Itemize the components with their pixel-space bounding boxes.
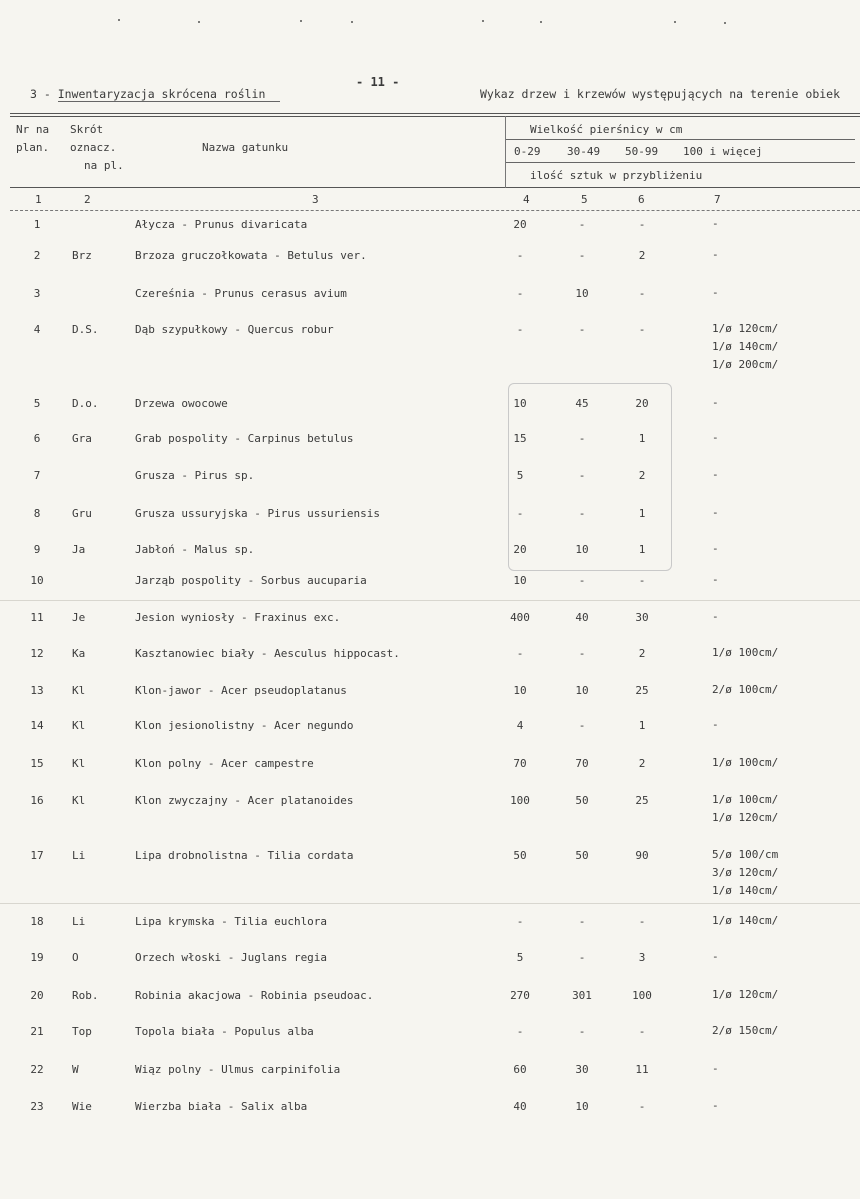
row-number: 11	[30, 611, 44, 624]
row-large-trees: 1/ø 140cm/	[712, 884, 779, 897]
row-large-trees: -	[712, 1062, 719, 1075]
row-abbreviation: Ja	[72, 543, 86, 556]
row-abbreviation: O	[72, 951, 79, 964]
row-large-trees: -	[712, 1099, 719, 1112]
row-abbreviation: D.S.	[72, 323, 99, 336]
header-abbr-line2: oznacz.	[70, 141, 117, 154]
row-species-name: Ałycza - Prunus divaricata	[135, 218, 308, 231]
row-number: 20	[30, 989, 44, 1002]
row-number: 14	[30, 719, 44, 732]
row-count-0-29: 4	[516, 719, 524, 732]
row-count-50-99: -	[638, 915, 646, 928]
row-number: 15	[30, 757, 44, 770]
column-number-1: 1	[35, 193, 42, 206]
scan-dot	[482, 20, 484, 22]
row-large-trees: 1/ø 100cm/	[712, 793, 779, 806]
row-large-trees: 5/ø 100/cm	[712, 848, 779, 861]
header-range-4: 100 i więcej	[683, 145, 763, 158]
row-species-name: Klon-jawor - Acer pseudoplatanus	[135, 684, 347, 697]
row-count-0-29: 5	[516, 951, 524, 964]
row-species-name: Grusza ussuryjska - Pirus ussuriensis	[135, 507, 381, 520]
row-count-30-49: -	[578, 469, 586, 482]
row-count-50-99: 25	[635, 684, 649, 697]
header-nr-line2: plan.	[16, 141, 50, 154]
row-species-name: Drzewa owocowe	[135, 397, 228, 410]
row-number: 5	[33, 397, 41, 410]
row-large-trees: 2/ø 100cm/	[712, 683, 779, 696]
row-count-0-29: 10	[513, 397, 527, 410]
row-number: 1	[33, 218, 41, 231]
row-count-0-29: 40	[513, 1100, 527, 1113]
scan-dot	[118, 19, 120, 21]
paper-fold-line	[0, 903, 860, 904]
right-title: Wykaz drzew i krzewów występujących na terenie obiek	[480, 87, 841, 101]
row-large-trees: 1/ø 140cm/	[712, 914, 779, 927]
row-count-50-99: 1	[638, 507, 646, 520]
scan-dot	[674, 21, 676, 23]
header-trunk-size: Wielkość pierśnicy w cm	[530, 123, 683, 136]
row-count-0-29: 100	[510, 794, 530, 807]
row-species-name: Orzech włoski - Juglans regia	[135, 951, 328, 964]
row-species-name: Lipa drobnolistna - Tilia cordata	[135, 849, 354, 862]
row-large-trees: -	[712, 506, 719, 519]
row-abbreviation: D.o.	[72, 397, 99, 410]
header-nr-line1: Nr na	[16, 123, 50, 136]
column-number-5: 5	[581, 193, 588, 206]
row-count-30-49: 50	[575, 794, 589, 807]
row-count-0-29: 10	[513, 684, 527, 697]
row-count-50-99: -	[638, 287, 646, 300]
row-abbreviation: Li	[72, 849, 86, 862]
header-abbr-line1: Skrót	[70, 123, 104, 136]
row-count-0-29: 50	[513, 849, 527, 862]
row-species-name: Jabłoń - Malus sp.	[135, 543, 255, 556]
row-species-name: Jarząb pospolity - Sorbus aucuparia	[135, 574, 367, 587]
row-count-30-49: 10	[575, 1100, 589, 1113]
row-large-trees: -	[712, 542, 719, 555]
row-count-30-49: 10	[575, 287, 589, 300]
row-count-30-49: 50	[575, 849, 589, 862]
row-count-0-29: 20	[513, 543, 527, 556]
row-count-0-29: 15	[513, 432, 527, 445]
row-count-50-99: -	[638, 574, 646, 587]
row-count-30-49: 10	[575, 684, 589, 697]
row-count-50-99: 20	[635, 397, 649, 410]
row-number: 17	[30, 849, 44, 862]
row-large-trees: -	[712, 248, 719, 261]
row-large-trees: 3/ø 120cm/	[712, 866, 779, 879]
row-abbreviation: Brz	[72, 249, 92, 262]
row-species-name: Robinia akacjowa - Robinia pseudoac.	[135, 989, 374, 1002]
row-number: 18	[30, 915, 44, 928]
row-count-50-99: 25	[635, 794, 649, 807]
row-number: 22	[30, 1063, 44, 1076]
table-top-border	[10, 113, 860, 114]
row-species-name: Lipa krymska - Tilia euchlora	[135, 915, 328, 928]
row-large-trees: -	[712, 950, 719, 963]
header-range-1: 0-29	[514, 145, 541, 158]
row-number: 9	[33, 543, 41, 556]
row-number: 6	[33, 432, 41, 445]
page-number: - 11 -	[356, 75, 400, 89]
row-count-50-99: -	[638, 1025, 646, 1038]
row-count-30-49: 10	[575, 543, 589, 556]
row-species-name: Brzoza gruczołkowata - Betulus ver.	[135, 249, 367, 262]
row-species-name: Czereśnia - Prunus cerasus avium	[135, 287, 347, 300]
row-abbreviation: Gru	[72, 507, 92, 520]
row-abbreviation: Kl	[72, 684, 86, 697]
row-count-50-99: 3	[638, 951, 646, 964]
row-count-0-29: -	[516, 915, 524, 928]
row-abbreviation: Kl	[72, 794, 86, 807]
row-count-30-49: -	[578, 249, 586, 262]
row-count-50-99: 1	[638, 543, 646, 556]
row-species-name: Klon jesionolistny - Acer negundo	[135, 719, 354, 732]
row-count-0-29: 70	[513, 757, 527, 770]
row-count-30-49: -	[578, 719, 586, 732]
column-number-4: 4	[523, 193, 530, 206]
row-abbreviation: Kl	[72, 719, 86, 732]
row-large-trees: -	[712, 431, 719, 444]
header-abbr-line3: na pl.	[84, 159, 124, 172]
scan-dot	[300, 20, 302, 22]
row-count-50-99: 11	[635, 1063, 649, 1076]
row-count-30-49: -	[578, 323, 586, 336]
row-large-trees: 2/ø 150cm/	[712, 1024, 779, 1037]
ranges-divider	[505, 162, 855, 163]
row-large-trees: -	[712, 396, 719, 409]
row-number: 2	[33, 249, 41, 262]
row-count-30-49: -	[578, 1025, 586, 1038]
row-large-trees: 1/ø 120cm/	[712, 988, 779, 1001]
paper-fold-line	[0, 600, 860, 601]
row-count-0-29: 20	[513, 218, 527, 231]
scan-dot	[724, 22, 726, 24]
row-count-0-29: -	[516, 249, 524, 262]
row-count-50-99: 1	[638, 719, 646, 732]
row-large-trees: -	[712, 286, 719, 299]
row-count-0-29: -	[516, 323, 524, 336]
row-count-0-29: 10	[513, 574, 527, 587]
row-count-30-49: 30	[575, 1063, 589, 1076]
row-count-50-99: 2	[638, 249, 646, 262]
row-large-trees: 1/ø 100cm/	[712, 756, 779, 769]
row-species-name: Wiąz polny - Ulmus carpinifolia	[135, 1063, 341, 1076]
row-count-0-29: 5	[516, 469, 524, 482]
row-count-50-99: -	[638, 323, 646, 336]
scan-dot	[540, 21, 542, 23]
row-large-trees: -	[712, 718, 719, 731]
header-range-3: 50-99	[625, 145, 659, 158]
row-number: 10	[30, 574, 44, 587]
column-number-7: 7	[714, 193, 721, 206]
row-species-name: Jesion wyniosły - Fraxinus exc.	[135, 611, 341, 624]
row-large-trees: -	[712, 610, 719, 623]
row-count-0-29: 60	[513, 1063, 527, 1076]
row-large-trees: -	[712, 217, 719, 230]
row-count-30-49: -	[578, 647, 586, 660]
row-abbreviation: Top	[72, 1025, 92, 1038]
row-count-30-49: -	[578, 915, 586, 928]
row-count-0-29: 270	[510, 989, 530, 1002]
row-count-30-49: -	[578, 951, 586, 964]
row-species-name: Wierzba biała - Salix alba	[135, 1100, 308, 1113]
row-abbreviation: W	[72, 1063, 79, 1076]
row-count-0-29: 400	[510, 611, 530, 624]
row-count-30-49: 45	[575, 397, 589, 410]
row-count-50-99: -	[638, 1100, 646, 1113]
row-abbreviation: Kl	[72, 757, 86, 770]
row-count-50-99: 90	[635, 849, 649, 862]
row-number: 19	[30, 951, 44, 964]
row-count-30-49: -	[578, 507, 586, 520]
scan-dot	[198, 21, 200, 23]
row-count-50-99: -	[638, 218, 646, 231]
column-numbers-divider	[10, 210, 860, 211]
row-count-50-99: 2	[638, 647, 646, 660]
row-count-50-99: 2	[638, 757, 646, 770]
row-large-trees: 1/ø 100cm/	[712, 646, 779, 659]
row-number: 21	[30, 1025, 44, 1038]
section-title-underline	[58, 101, 280, 102]
size-column-divider	[505, 116, 506, 188]
row-count-30-49: 40	[575, 611, 589, 624]
section-title: 3 - Inwentaryzacja skrócena roślin	[30, 87, 266, 101]
row-large-trees: 1/ø 140cm/	[712, 340, 779, 353]
table-top-border-2	[10, 116, 860, 117]
row-count-30-49: 70	[575, 757, 589, 770]
header-range-2: 30-49	[567, 145, 601, 158]
row-count-30-49: -	[578, 574, 586, 587]
column-number-3: 3	[312, 193, 319, 206]
row-number: 7	[33, 469, 41, 482]
row-number: 23	[30, 1100, 44, 1113]
size-header-divider	[505, 139, 855, 140]
row-species-name: Grusza - Pirus sp.	[135, 469, 255, 482]
row-count-50-99: 100	[632, 989, 652, 1002]
header-bottom-border	[10, 187, 860, 188]
row-large-trees: 1/ø 120cm/	[712, 811, 779, 824]
row-large-trees: 1/ø 200cm/	[712, 358, 779, 371]
column-number-6: 6	[638, 193, 645, 206]
row-large-trees: -	[712, 468, 719, 481]
header-species-name: Nazwa gatunku	[202, 141, 289, 154]
row-abbreviation: Gra	[72, 432, 92, 445]
row-number: 12	[30, 647, 44, 660]
row-count-0-29: -	[516, 287, 524, 300]
row-species-name: Klon zwyczajny - Acer platanoides	[135, 794, 354, 807]
row-abbreviation: Rob.	[72, 989, 99, 1002]
row-abbreviation: Wie	[72, 1100, 92, 1113]
row-abbreviation: Ka	[72, 647, 86, 660]
row-count-30-49: -	[578, 218, 586, 231]
row-species-name: Klon polny - Acer campestre	[135, 757, 314, 770]
row-species-name: Grab pospolity - Carpinus betulus	[135, 432, 354, 445]
row-number: 4	[33, 323, 41, 336]
row-count-50-99: 2	[638, 469, 646, 482]
row-large-trees: 1/ø 120cm/	[712, 322, 779, 335]
row-species-name: Dąb szypułkowy - Quercus robur	[135, 323, 334, 336]
row-number: 13	[30, 684, 44, 697]
row-large-trees: -	[712, 573, 719, 586]
row-abbreviation: Je	[72, 611, 86, 624]
row-number: 3	[33, 287, 41, 300]
column-number-2: 2	[84, 193, 91, 206]
row-abbreviation: Li	[72, 915, 86, 928]
scan-dot	[351, 21, 353, 23]
row-count-50-99: 1	[638, 432, 646, 445]
header-quantity: ilość sztuk w przybliżeniu	[530, 169, 703, 182]
row-species-name: Topola biała - Populus alba	[135, 1025, 314, 1038]
row-count-30-49: -	[578, 432, 586, 445]
row-number: 8	[33, 507, 41, 520]
row-number: 16	[30, 794, 44, 807]
row-count-0-29: -	[516, 647, 524, 660]
row-count-30-49: 301	[572, 989, 592, 1002]
row-count-50-99: 30	[635, 611, 649, 624]
row-count-0-29: -	[516, 1025, 524, 1038]
row-count-0-29: -	[516, 507, 524, 520]
row-species-name: Kasztanowiec biały - Aesculus hippocast.	[135, 647, 400, 660]
